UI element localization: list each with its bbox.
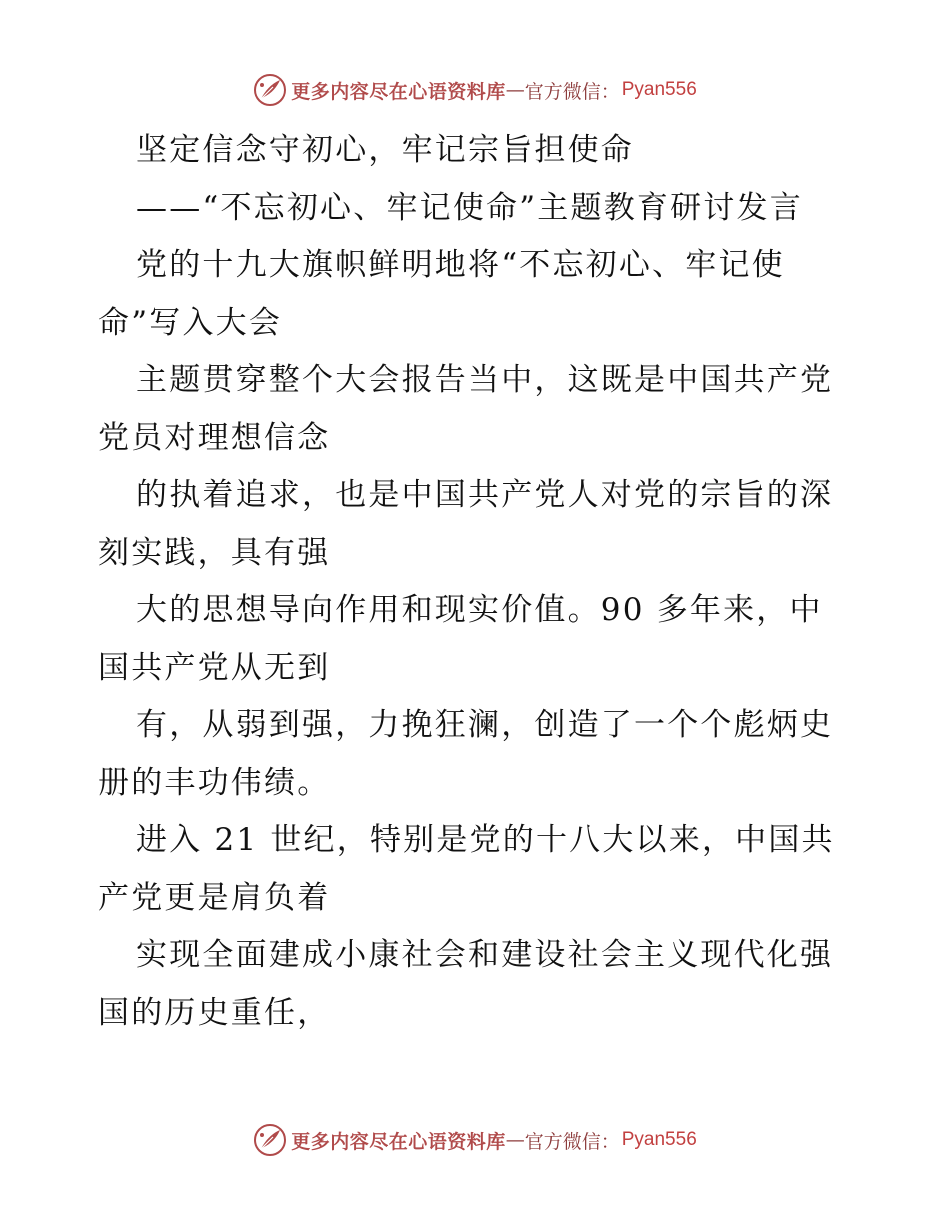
banner-wechat-id: Pyan556 [621, 79, 697, 100]
doc-subtitle: ——“不忘初心、牢记使命”主题教育研讨发言 [136, 189, 803, 226]
doc-title: 坚定信念守初心，牢记宗旨担使命 [136, 132, 634, 168]
document-body [98, 122, 858, 1042]
banner-separator: — [505, 1129, 525, 1151]
doc-line: 的执着追求，也是中国共产党人对党的宗旨的深 [136, 477, 834, 513]
banner-main-text: 更多内容尽在心语资料库 [291, 80, 506, 103]
banner-separator: — [505, 79, 525, 101]
doc-line: 国的历史重任， [98, 994, 331, 1031]
doc-line: 有，从弱到强，力挽狂澜，创造了一个个彪炳史 [136, 707, 834, 743]
doc-line: 实现全面建成小康社会和建设社会主义现代化强 [136, 937, 834, 973]
doc-line: 国共产党从无到 [98, 649, 331, 686]
doc-line: 刻实践，具有强 [98, 534, 331, 571]
banner-main-text: 更多内容尽在心语资料库 [291, 1130, 506, 1153]
doc-line: 大的思想导向作用和现实价值。90 多年来，中 [136, 592, 823, 628]
header-banner [0, 70, 950, 110]
doc-line: 党的十九大旗帜鲜明地将“不忘初心、牢记使 [136, 247, 785, 283]
banner-wechat-label: 官方微信： [524, 80, 620, 103]
doc-line: 产党更是肩负着 [98, 879, 331, 916]
banner-wechat-id: Pyan556 [621, 1129, 697, 1150]
doc-line: 主题贯穿整个大会报告当中，这既是中国共产党 [136, 362, 834, 398]
doc-line: 进入 21 世纪，特别是党的十八大以来，中国共 [136, 822, 835, 858]
footer-banner [0, 1120, 950, 1160]
doc-line: 命”写入大会 [98, 304, 283, 341]
doc-line: 党员对理想信念 [98, 419, 331, 456]
banner-wechat-label: 官方微信： [524, 1130, 620, 1153]
feather-pen-logo-icon [253, 1123, 287, 1157]
doc-line: 册的丰功伟绩。 [98, 764, 331, 801]
feather-pen-logo-icon [253, 73, 287, 107]
